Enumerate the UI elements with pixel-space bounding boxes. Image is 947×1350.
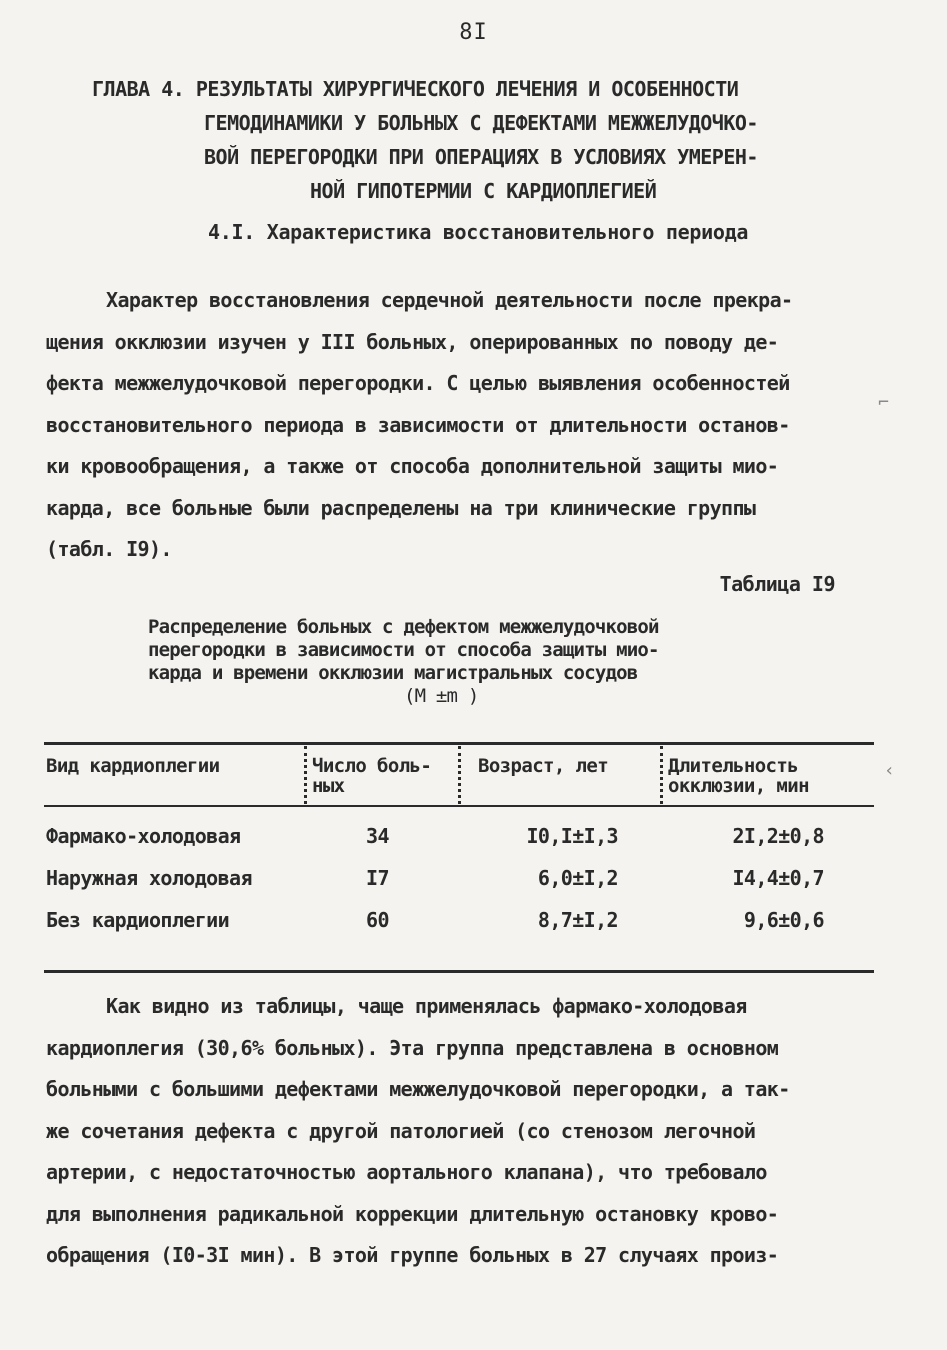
cell-type: Наружная холодовая	[46, 866, 252, 890]
cell-count: 34	[366, 824, 389, 848]
table-header-rule	[44, 805, 874, 807]
cell-duration: 2I,2±0,8	[732, 824, 824, 848]
paragraph-intro	[46, 280, 876, 571]
table-caption	[148, 616, 788, 708]
table-caption-line: Распределение больных с дефектом межжелудочковой	[148, 616, 659, 638]
text-line: фекта межжелудочковой перегородки. С целью выявления особенностей	[46, 371, 790, 395]
page-number: 8I	[459, 20, 488, 45]
column-separator	[304, 746, 307, 804]
text-line: Как видно из таблицы, чаще применялась фармако-холодовая	[106, 994, 747, 1018]
table-header-text: Вид кардиоплегии	[46, 755, 220, 777]
chapter-heading-line: ВОЙ ПЕРЕГОРОДКИ ПРИ ОПЕРАЦИЯХ В УСЛОВИЯХ УМЕРЕН-	[204, 145, 758, 169]
chapter-heading	[92, 72, 832, 208]
text-line: Характер восстановления сердечной деятельности после прекра-	[106, 288, 793, 312]
text-line: щения окклюзии изучен у III больных, оперированных по поводу де-	[46, 329, 779, 354]
cell-duration: 9,6±0,6	[743, 908, 824, 932]
table-row	[44, 908, 874, 938]
cell-duration: I4,4±0,7	[732, 866, 824, 890]
table-header-text: Число боль-	[312, 755, 432, 777]
text-line: (табл. I9).	[46, 537, 172, 561]
table-header-text: ных	[312, 775, 345, 797]
text-line: ки кровообращения, а также от способа дополнительной защиты мио-	[46, 454, 779, 478]
chapter-heading-line: НОЙ ГИПОТЕРМИИ С КАРДИОПЛЕГИЕЙ	[310, 179, 657, 203]
text-line: кардиоплегия (30,6% больных). Эта группа представлена в основном	[46, 1035, 779, 1060]
table-header-text: Длительность	[668, 755, 799, 777]
chapter-heading-line: ГЕМОДИНАМИКИ У БОЛЬНЫХ С ДЕФЕКТАМИ МЕЖЖЕЛУДОЧКО-	[204, 111, 758, 135]
table-top-rule	[44, 742, 874, 745]
table-header-type	[46, 756, 219, 776]
table-caption-line: перегородки в зависимости от способа защиты мио-	[148, 639, 659, 661]
margin-mark: ⌐	[878, 392, 889, 413]
section-title: 4.I. Характеристика восстановительного периода	[208, 220, 749, 244]
table-caption-line: карда и времени окклюзии магистральных сосудов	[148, 662, 638, 684]
table-header-count	[312, 756, 431, 796]
table-header-age	[478, 756, 608, 776]
table-caption-note: (M ±m )	[404, 685, 479, 707]
table-row	[44, 824, 874, 854]
cell-type: Без кардиоплегии	[46, 908, 230, 932]
cell-age: 8,7±I,2	[537, 908, 618, 932]
margin-mark: ‹	[884, 760, 895, 781]
column-separator	[660, 746, 663, 804]
cell-count: 60	[366, 908, 389, 932]
text-line: же сочетания дефекта с другой патологией (со стенозом легочной	[46, 1118, 756, 1143]
table-row	[44, 866, 874, 896]
table-header-duration	[668, 756, 809, 796]
cell-count: I7	[366, 866, 389, 890]
text-line: обращения (I0-3I мин). В этой группе больных в 27 случаях произ-	[46, 1243, 779, 1267]
text-line: больными с большими дефектами межжелудочковой перегородки, а так-	[46, 1077, 790, 1101]
table-bottom-rule	[44, 970, 874, 973]
text-line: карда, все больные были распределены на три клинические группы	[46, 495, 756, 520]
text-line: артерии, с недостаточностью аортального клапана), что требовало	[46, 1160, 767, 1184]
paragraph-discussion	[46, 986, 876, 1277]
text-line: для выполнения радикальной коррекции длительную остановку крово-	[46, 1201, 779, 1226]
table-label: Таблица I9	[719, 572, 835, 596]
cell-type: Фармако-холодовая	[46, 824, 241, 848]
table-header-text: окклюзии, мин	[668, 775, 809, 797]
chapter-heading-line: ГЛАВА 4. РЕЗУЛЬТАТЫ ХИРУРГИЧЕСКОГО ЛЕЧЕНИЯ И ОСОБЕННОСТИ	[92, 77, 739, 101]
cell-age: 6,0±I,2	[537, 866, 618, 890]
table-header-text: Возраст, лет	[478, 755, 609, 777]
text-line: восстановительного периода в зависимости от длительности останов-	[46, 412, 790, 437]
cell-age: I0,I±I,3	[526, 824, 618, 848]
column-separator	[458, 746, 461, 804]
